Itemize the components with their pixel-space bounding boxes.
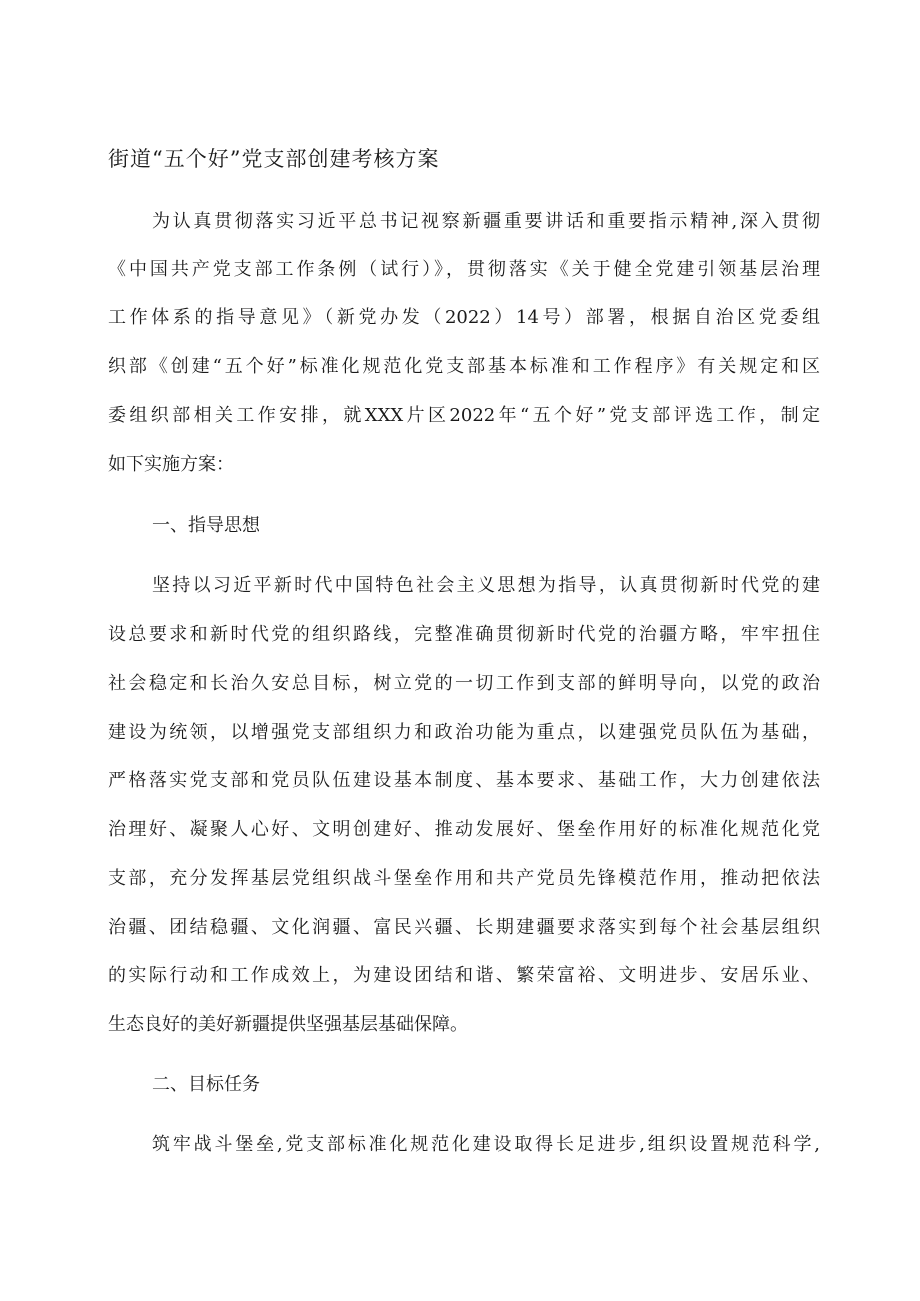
intro-line-1: 为认真贯彻落实习近平总书记视察新疆重要讲话和重要指示精神,深入贯彻 [152, 211, 820, 232]
section-heading-guiding-ideology: 一、指导思想 [152, 515, 260, 536]
section1-line-8: 治疆、团结稳疆、文化润疆、富民兴疆、长期建疆要求落实到每个社会基层组织 [108, 917, 820, 938]
section2-line-1: 筑牢战斗堡垒,党支部标准化规范化建设取得长足进步,组织设置规范科学, [152, 1134, 820, 1155]
intro-line-3: 工作体系的指导意见》（新党办发（2022）14号）部署，根据自治区党委组 [108, 307, 820, 328]
intro-line-6: 如下实施方案： [108, 454, 234, 475]
section1-line-3: 社会稳定和长治久安总目标，树立党的一切工作到支部的鲜明导向，以党的政治 [108, 673, 820, 694]
intro-line-2: 《中国共产党支部工作条例（试行）》，贯彻落实《关于健全党建引领基层治理 [108, 259, 820, 280]
intro-line-4: 织部《创建“五个好”标准化规范化党支部基本标准和工作程序》有关规定和区 [108, 356, 820, 377]
section1-line-10: 生态良好的美好新疆提供坚强基层基础保障。 [108, 1014, 468, 1035]
section1-line-4: 建设为统领，以增强党支部组织力和政治功能为重点，以建强党员队伍为基础， [108, 722, 820, 743]
document-title: 街道“五个好”党支部创建考核方案 [108, 147, 440, 171]
intro-line-5: 委组织部相关工作安排，就XXX片区2022年“五个好”党支部评选工作，制定 [108, 405, 820, 426]
section1-line-7: 支部，充分发挥基层党组织战斗堡垒作用和共产党员先锋模范作用，推动把依法 [108, 868, 820, 889]
section1-line-1: 坚持以习近平新时代中国特色社会主义思想为指导，认真贯彻新时代党的建 [152, 575, 820, 596]
section1-line-9: 的实际行动和工作成效上，为建设团结和谐、繁荣富裕、文明进步、安居乐业、 [108, 965, 820, 986]
section-heading-objectives: 二、目标任务 [152, 1074, 260, 1095]
section1-line-5: 严格落实党支部和党员队伍建设基本制度、基本要求、基础工作，大力创建依法 [108, 770, 820, 791]
section1-line-6: 治理好、凝聚人心好、文明创建好、推动发展好、堡垒作用好的标准化规范化党 [108, 819, 820, 840]
section1-line-2: 设总要求和新时代党的组织路线，完整准确贯彻新时代党的治疆方略，牢牢扭住 [108, 624, 820, 645]
